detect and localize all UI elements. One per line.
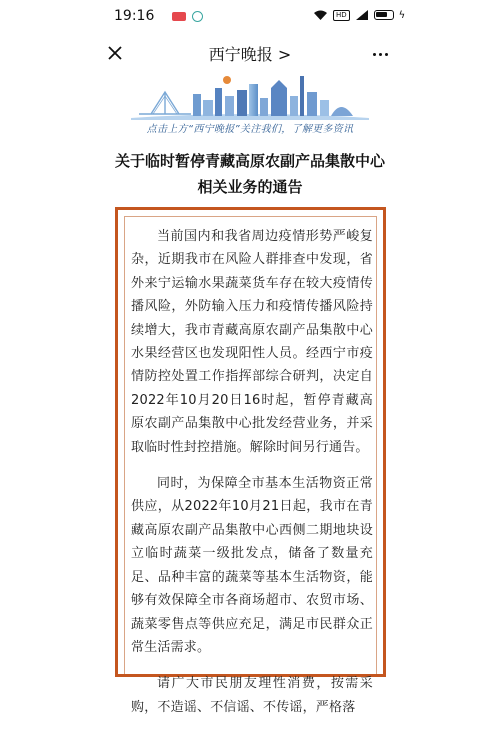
article-paragraph: 请广大市民朋友理性消费，按需采购，不造谣、不信谣、不传谣，严格落: [131, 676, 373, 715]
battery-icon: [374, 10, 394, 20]
status-bar: [0, 0, 500, 34]
signal-icon: [355, 9, 369, 21]
status-time: 19:16: [114, 8, 155, 24]
hd-badge: HD: [333, 10, 350, 21]
banner-caption: 点击上方“西宁晚报”关注我们，了解更多资讯: [146, 124, 354, 135]
article-paragraph: 当前国内和我省周边疫情形势严峻复杂，近期我市在风险人群排查中发现，省外来宁运输水果蔬菜货车存在较大疫情传播风险，外防输入压力和疫情传播风险持续增大，我市青藏高原农副产品集散中心水果经营区也发现阳性人员。经西宁市疫情防控处置工作指挥部综合研判，决定自2022年10月20日16时起，暂停青藏高原农副产品集散中心批发经营业务，并采取临时性封控措施。解除时间另行通告。: [131, 229, 373, 455]
article-paragraph: 同时，为保障全市基本生活物资正常供应，从2022年10月21日起，我市在青藏高原农副产品集散中心西侧二期地块设立临时蔬菜一级批发点，储备了数量充足、品种丰富的蔬菜等基本生活物资，能够有效保障全市各商场超市、农贸市场、蔬菜零售点等供应充足，满足市民群众正常生活需求。: [131, 476, 373, 655]
more-icon[interactable]: [370, 44, 390, 64]
article-title: 关于临时暂停青藏高原农副产品集散中心相关业务的通告: [114, 152, 385, 196]
system-icons: [313, 9, 405, 21]
nav-bar: [0, 34, 500, 74]
notification-app-icon: [172, 12, 186, 21]
header-banner: [131, 74, 369, 138]
notification-circle-icon: [192, 11, 203, 22]
city-skyline-illustration: [131, 74, 369, 126]
account-title-link[interactable]: 西宁晚报 >: [208, 45, 292, 64]
article-body: [131, 225, 373, 732]
wifi-icon: [313, 9, 328, 21]
charging-icon: ϟ: [398, 9, 406, 21]
